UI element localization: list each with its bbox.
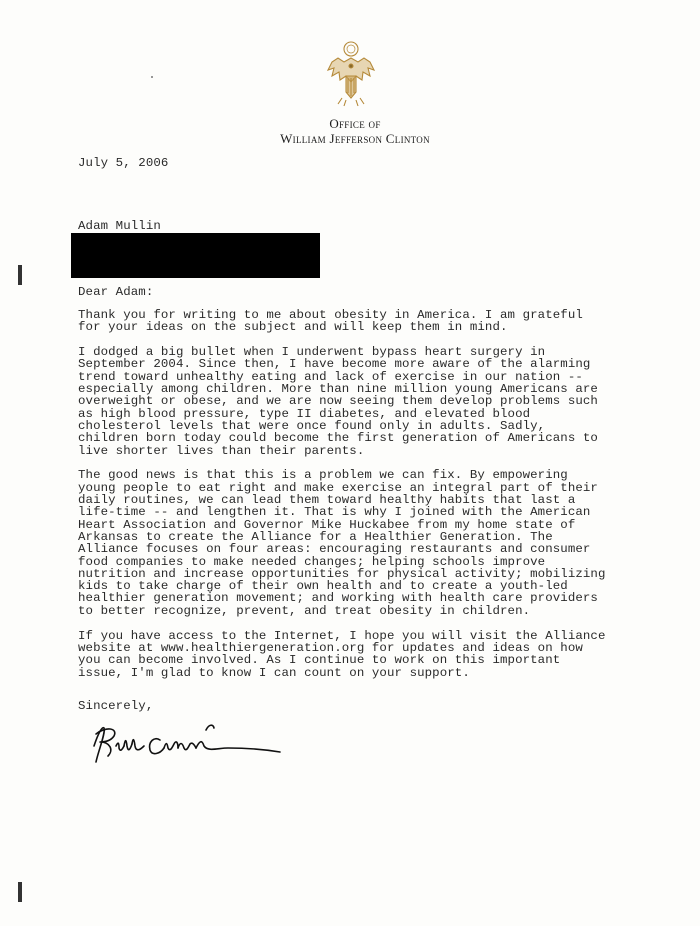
- paragraph-4: If you have access to the Internet, I hope you will visit the Alliance website at www.healthiergeneration.org for updates and ideas on how you can become involved. As I continue to work on this important issue, I'm glad to know I can count on your support.: [78, 628, 606, 680]
- salutation: Dear Adam:: [78, 285, 154, 299]
- letterhead-line2: William Jefferson Clinton: [280, 131, 430, 146]
- letterhead-line1: Office of: [329, 116, 381, 131]
- scan-margin-mark: [18, 882, 22, 902]
- presidential-seal-icon: [322, 40, 380, 108]
- paragraph-3: The good news is that this is a problem we can fix. By empowering young people to eat right and make exercise an integral part of their daily routines, we can lead them toward healthy habits that last a life-time -- and lengthen it. That is why I joined with the American Heart Association and Governor Mike Huckabee from my home state of Arkansas to create the Alliance for a Healthier Generation. The Alliance focuses on four areas: encouraging restaurants and consumer food companies to make needed changes; helping schools improve nutrition and increase opportunities for physical activity; mobilizing kids to take charge of their own health and to create a youth-led healthier generation movement; and working with health care providers to better recognize, prevent, and treat obesity in children.: [78, 468, 606, 618]
- recipient-name: Adam Mullin: [78, 219, 161, 233]
- closing: Sincerely,: [78, 699, 154, 713]
- scan-speck: [151, 76, 153, 78]
- paragraph-1: Thank you for writing to me about obesity in America. I am grateful for your ideas on the subject and will keep them in mind.: [78, 308, 583, 335]
- letter-body: [78, 309, 638, 691]
- letter-date: July 5, 2006: [78, 156, 169, 170]
- paragraph-2: I dodged a big bullet when I underwent bypass heart surgery in September 2004. Since then, I have become more aware of the alarming trend toward unhealthy eating and lack of exercise in our nation -- especially among children. More than nine million young Americans are overweight or obese, and we are now seeing them develop problems such as high blood pressure, type II diabetes, and elevated blood cholesterol levels that were once found only in adults. Sadly, children born today could become the first generation of Americans to live shorter lives than their parents.: [78, 345, 598, 458]
- redacted-address-block: [71, 233, 320, 278]
- handwritten-signature: [88, 712, 288, 772]
- letterhead: [240, 116, 470, 146]
- scan-margin-mark: [18, 265, 22, 285]
